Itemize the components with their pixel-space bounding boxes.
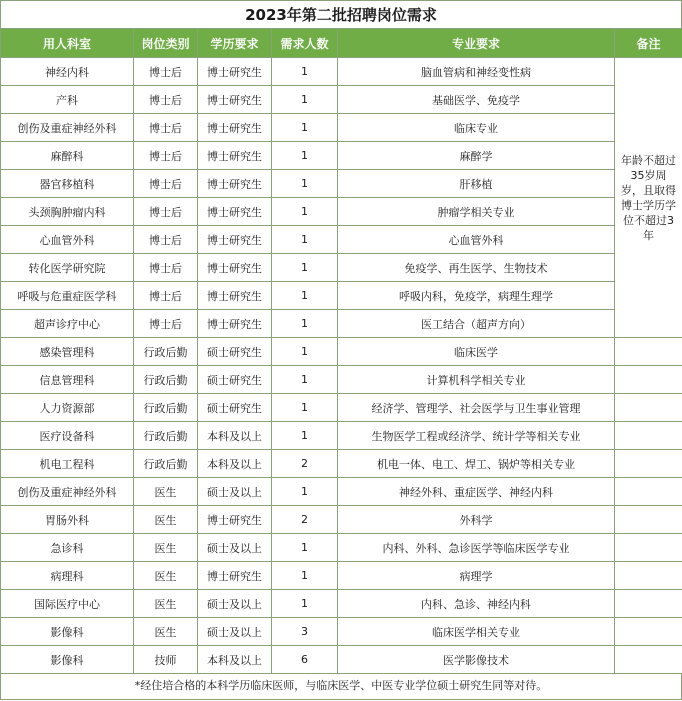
cell-count: 3 [272,618,338,646]
cell-category: 行政后勤 [134,450,198,478]
table-row [1,142,682,170]
cell-major: 生物医学工程或经济学、统计学等相关专业 [338,422,615,450]
cell-department: 转化医学研究院 [1,254,134,282]
cell-education: 博士研究生 [198,58,272,86]
table-row [1,394,682,422]
cell-major: 外科学 [338,506,615,534]
cell-remark-empty [615,478,682,506]
cell-remark-empty [615,366,682,394]
cell-category: 医生 [134,618,198,646]
cell-count: 1 [272,534,338,562]
table-row [1,422,682,450]
cell-major: 医工结合（超声方向） [338,310,615,338]
cell-major: 免疫学、再生医学、生物技术 [338,254,615,282]
cell-department: 感染管理科 [1,338,134,366]
cell-major: 神经外科、重症医学、神经内科 [338,478,615,506]
cell-major: 脑血管病和神经变性病 [338,58,615,86]
cell-education: 博士研究生 [198,562,272,590]
cell-category: 博士后 [134,114,198,142]
cell-department: 影像科 [1,618,134,646]
cell-remark-empty [615,338,682,366]
table-title: 2023年第二批招聘岗位需求 [0,0,682,28]
cell-department: 机电工程科 [1,450,134,478]
cell-remark-empty [615,506,682,534]
cell-remark-empty [615,646,682,674]
cell-remark-empty [615,394,682,422]
header-major: 专业要求 [338,29,615,58]
cell-department: 创伤及重症神经外科 [1,478,134,506]
header-remark: 备注 [615,29,682,58]
cell-category: 博士后 [134,310,198,338]
cell-education: 硕士及以上 [198,534,272,562]
cell-department: 创伤及重症神经外科 [1,114,134,142]
cell-remark-empty [615,450,682,478]
cell-count: 1 [272,198,338,226]
cell-department: 超声诊疗中心 [1,310,134,338]
table-row [1,198,682,226]
cell-education: 博士研究生 [198,310,272,338]
cell-department: 器官移植科 [1,170,134,198]
table-row [1,338,682,366]
cell-department: 胃肠外科 [1,506,134,534]
cell-category: 博士后 [134,198,198,226]
cell-count: 1 [272,478,338,506]
cell-category: 技师 [134,646,198,674]
cell-major: 临床医学相关专业 [338,618,615,646]
cell-department: 病理科 [1,562,134,590]
table-row [1,590,682,618]
cell-education: 本科及以上 [198,422,272,450]
cell-department: 国际医疗中心 [1,590,134,618]
cell-education: 本科及以上 [198,450,272,478]
cell-category: 医生 [134,506,198,534]
table-body [1,58,682,674]
header-category: 岗位类别 [134,29,198,58]
cell-education: 博士研究生 [198,86,272,114]
cell-education: 硕士研究生 [198,338,272,366]
positions-table [0,28,682,674]
cell-count: 1 [272,86,338,114]
cell-education: 博士研究生 [198,114,272,142]
cell-count: 1 [272,254,338,282]
cell-education: 硕士及以上 [198,618,272,646]
table-row [1,114,682,142]
cell-major: 基础医学、免疫学 [338,86,615,114]
cell-category: 行政后勤 [134,422,198,450]
cell-category: 博士后 [134,142,198,170]
cell-major: 医学影像技术 [338,646,615,674]
cell-department: 心血管外科 [1,226,134,254]
cell-department: 医疗设备科 [1,422,134,450]
cell-remark: 年龄不超过35岁周岁，且取得博士学历学位不超过3年 [615,58,682,338]
cell-department: 神经内科 [1,58,134,86]
cell-major: 临床医学 [338,338,615,366]
cell-major: 心血管外科 [338,226,615,254]
cell-education: 博士研究生 [198,142,272,170]
cell-count: 1 [272,562,338,590]
cell-department: 急诊科 [1,534,134,562]
cell-count: 1 [272,394,338,422]
cell-education: 博士研究生 [198,198,272,226]
cell-category: 医生 [134,562,198,590]
cell-major: 肝移植 [338,170,615,198]
cell-category: 医生 [134,478,198,506]
cell-category: 博士后 [134,58,198,86]
cell-department: 呼吸与危重症医学科 [1,282,134,310]
cell-education: 本科及以上 [198,646,272,674]
table-row [1,562,682,590]
cell-major: 麻醉学 [338,142,615,170]
cell-major: 经济学、管理学、社会医学与卫生事业管理 [338,394,615,422]
cell-remark-empty [615,562,682,590]
cell-major: 肿瘤学相关专业 [338,198,615,226]
cell-education: 博士研究生 [198,282,272,310]
cell-count: 6 [272,646,338,674]
cell-department: 麻醉科 [1,142,134,170]
cell-major: 计算机科学相关专业 [338,366,615,394]
table-row [1,618,682,646]
cell-count: 1 [272,114,338,142]
cell-count: 1 [272,422,338,450]
table-row [1,254,682,282]
cell-major: 内科、外科、急诊医学等临床医学专业 [338,534,615,562]
table-row [1,86,682,114]
cell-remark-empty [615,534,682,562]
cell-count: 1 [272,310,338,338]
cell-category: 医生 [134,534,198,562]
cell-department: 信息管理科 [1,366,134,394]
table-row [1,170,682,198]
cell-category: 行政后勤 [134,366,198,394]
cell-count: 1 [272,142,338,170]
cell-department: 产科 [1,86,134,114]
cell-remark-empty [615,618,682,646]
cell-count: 1 [272,366,338,394]
cell-category: 博士后 [134,282,198,310]
table-row [1,366,682,394]
cell-count: 1 [272,338,338,366]
cell-category: 行政后勤 [134,394,198,422]
header-department: 用人科室 [1,29,134,58]
cell-major: 内科、急诊、神经内科 [338,590,615,618]
cell-major: 病理学 [338,562,615,590]
table-row [1,534,682,562]
header-row [1,29,682,58]
cell-count: 1 [272,226,338,254]
cell-education: 硕士及以上 [198,478,272,506]
cell-education: 博士研究生 [198,226,272,254]
cell-education: 博士研究生 [198,254,272,282]
cell-category: 医生 [134,590,198,618]
cell-category: 行政后勤 [134,338,198,366]
cell-category: 博士后 [134,254,198,282]
table-row [1,282,682,310]
cell-education: 硕士研究生 [198,394,272,422]
cell-education: 硕士及以上 [198,590,272,618]
cell-major: 临床专业 [338,114,615,142]
cell-education: 博士研究生 [198,170,272,198]
cell-count: 2 [272,450,338,478]
table-row [1,310,682,338]
cell-category: 博士后 [134,170,198,198]
cell-count: 2 [272,506,338,534]
footer-note: *经住培合格的本科学历临床医师，与临床医学、中医专业学位硕士研究生同等对待。 [0,674,682,700]
cell-category: 博士后 [134,86,198,114]
cell-department: 影像科 [1,646,134,674]
cell-education: 博士研究生 [198,506,272,534]
cell-category: 博士后 [134,226,198,254]
table-row [1,226,682,254]
cell-department: 人力资源部 [1,394,134,422]
table-row [1,646,682,674]
cell-count: 1 [272,282,338,310]
cell-major: 机电一体、电工、焊工、锅炉等相关专业 [338,450,615,478]
table-row [1,450,682,478]
header-count: 需求人数 [272,29,338,58]
cell-count: 1 [272,58,338,86]
table-row [1,58,682,86]
cell-major: 呼吸内科，免疫学，病理生理学 [338,282,615,310]
header-education: 学历要求 [198,29,272,58]
table-row [1,506,682,534]
cell-education: 硕士研究生 [198,366,272,394]
cell-count: 1 [272,590,338,618]
table-row [1,478,682,506]
cell-remark-empty [615,590,682,618]
cell-remark-empty [615,422,682,450]
cell-count: 1 [272,170,338,198]
cell-department: 头颈胸肿瘤内科 [1,198,134,226]
